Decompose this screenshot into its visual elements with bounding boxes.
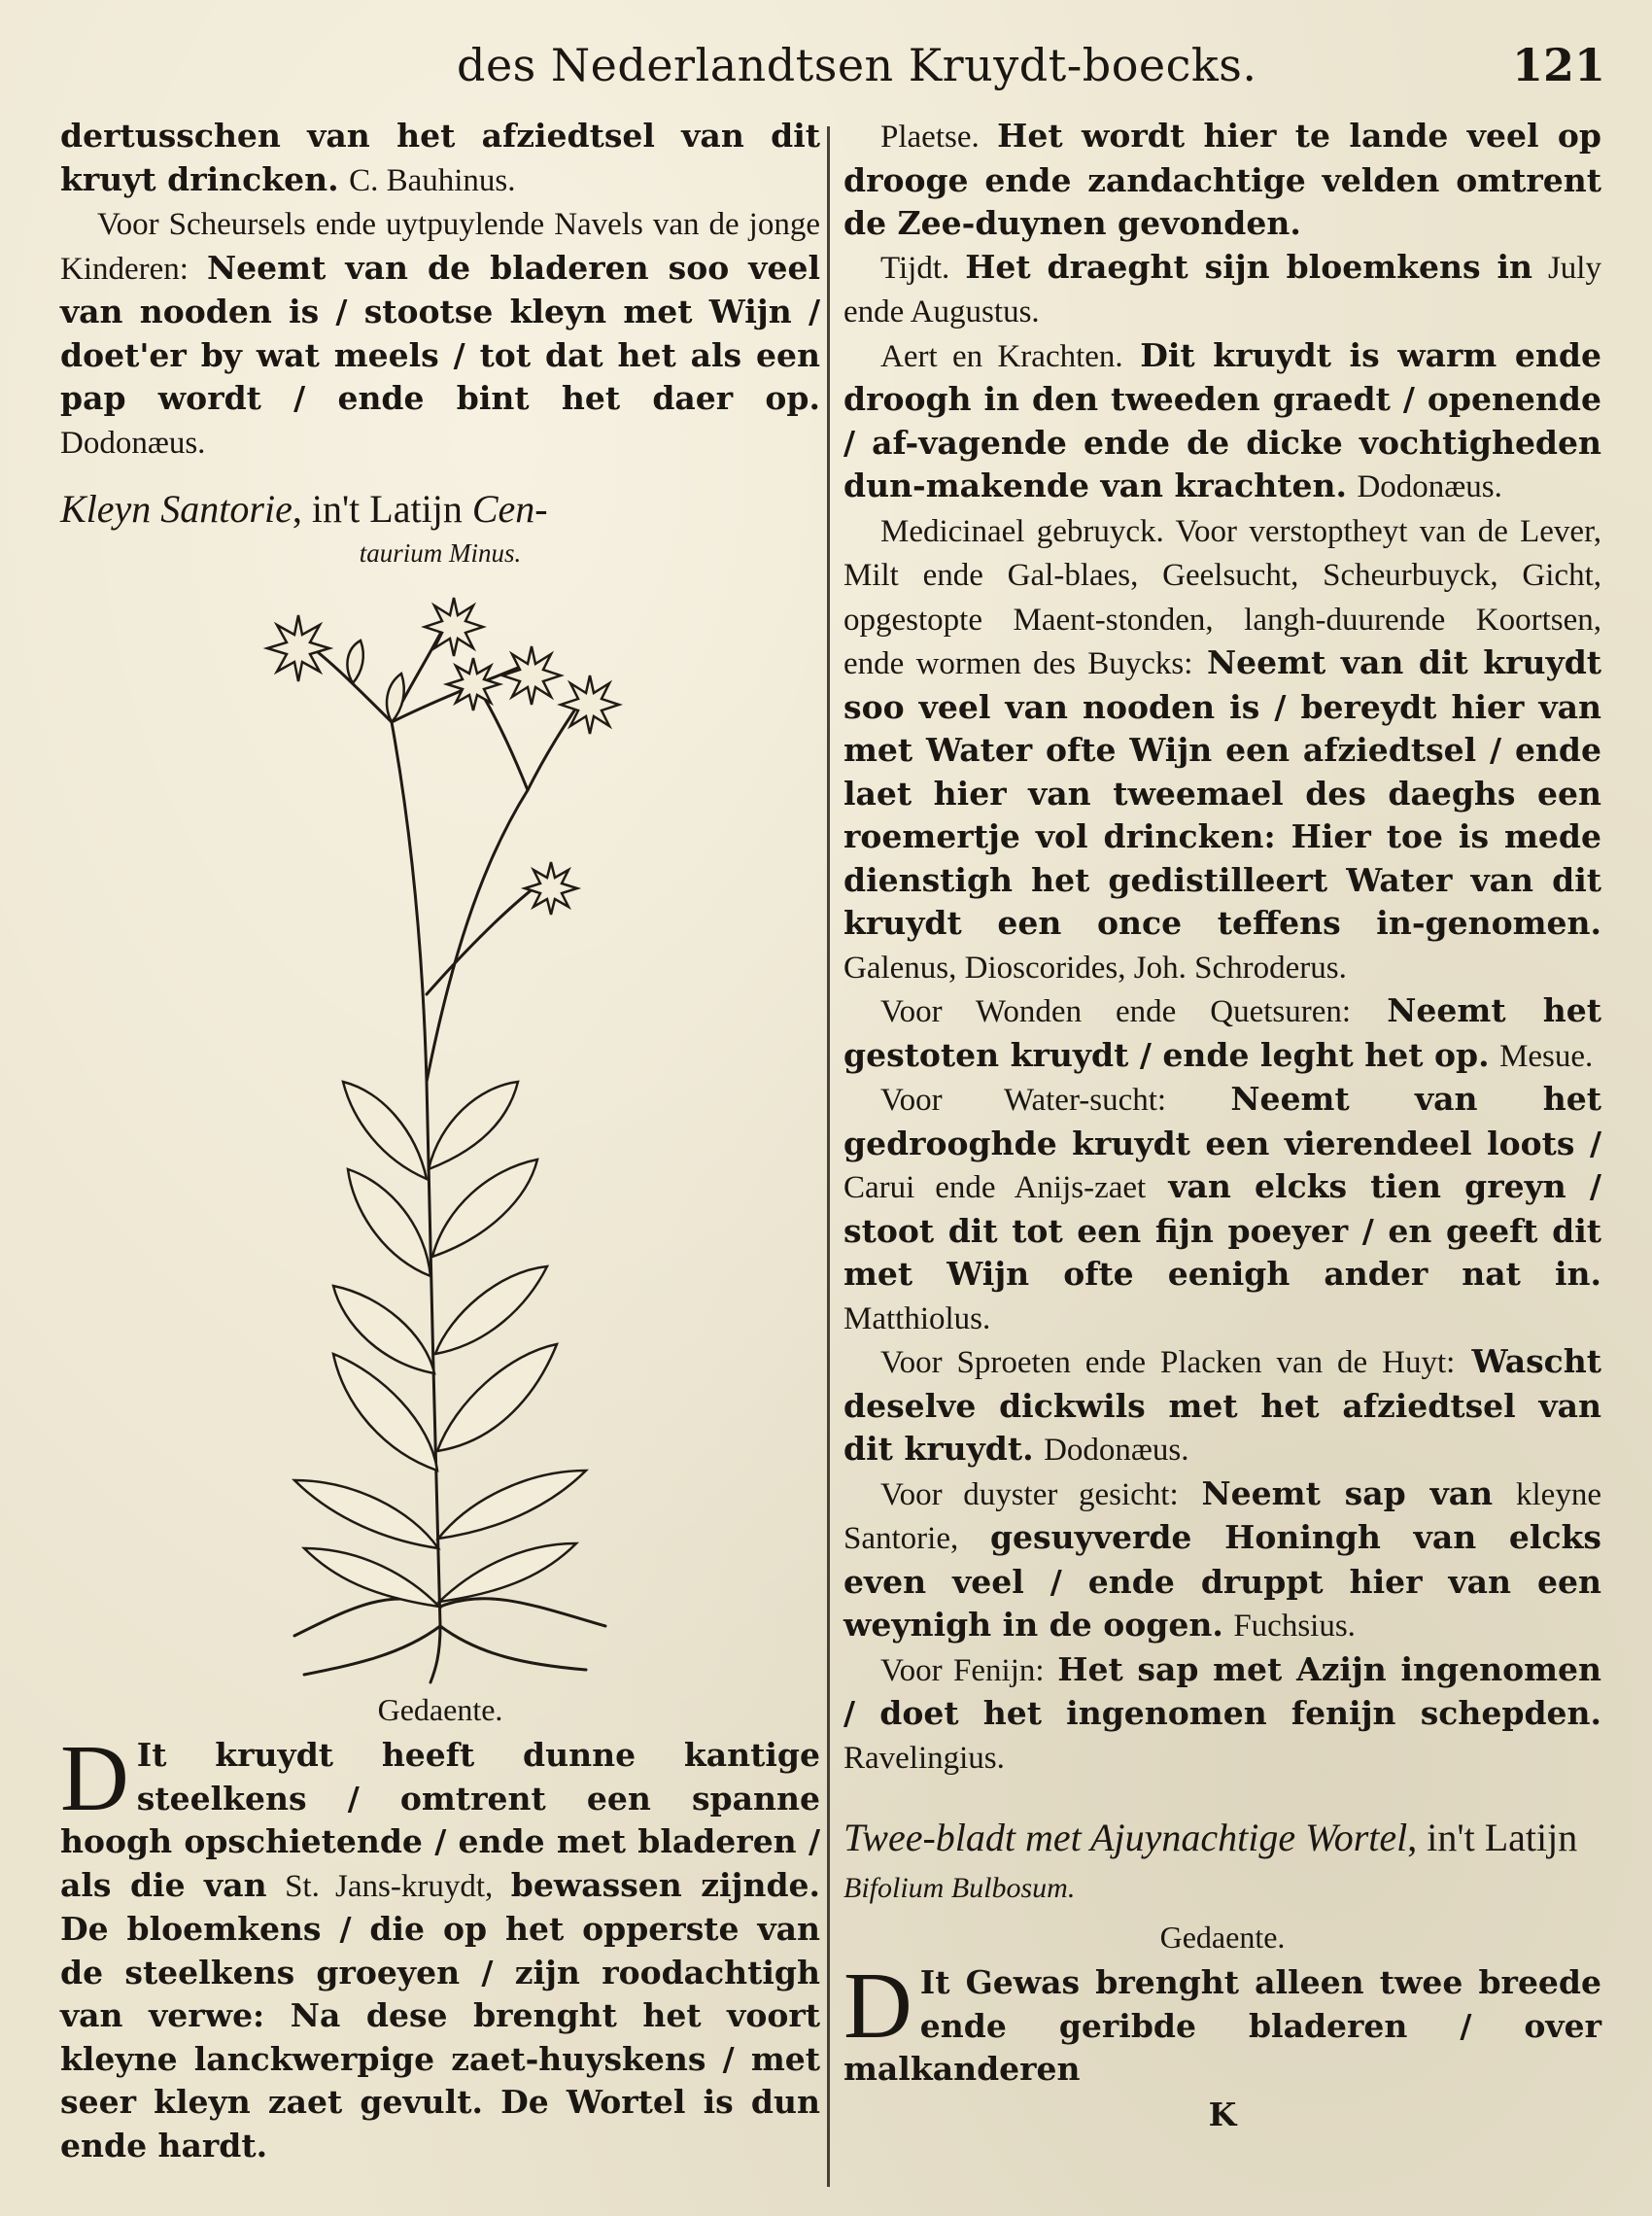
paragraph-description-santorie: D It kruydt heeft dunne kantige steelkens / omtrent een spanne hoogh opschietende / ende met bladeren / als die van St. Jans-kruydt, bewassen zijnde. De bloemkens / die op het opperste van de steelkens groeyen / zijn roodachtigh van verwe: Na dese brenght het voort kleyne lanckwerpige zaet-huyskens / met seer kleyn zaet gevult. De Wortel is dun ende hardt. <box>60 1726 821 2164</box>
paragraph-water-sucht: Voor Water-sucht: Neemt van het gedrooghde kruydt een vierendeel loots / Carui ende Anijs-zaet van elcks tien greyn / stoot dit tot een fijn poeyer / en geeft dit met Wijn ofte eenigh ander nat in. Matthiolus. <box>843 1080 1601 1336</box>
paragraph-aert-en-krachten: Aert en Krachten. Dit kruydt is warm ende droogh in den tweeden graedt / openende / af-vagende ende de dicke vochtigheden dun-makende van krachten. Dodonæus. <box>843 335 1601 504</box>
paragraph-fenijn: Voor Fenijn: Het sap met Azijn ingenomen / doet het ingenomen fenijn schepden. Ravelingius. <box>843 1649 1602 1776</box>
drop-cap: D <box>60 1726 129 1831</box>
plant-heading-kleyn-santorie: Kleyn Santorie, in't Latijn Cen- <box>60 487 548 531</box>
centaury-woodcut-illustration <box>236 576 644 1684</box>
section-label-gedaente: Gedaente. <box>377 1692 503 1727</box>
paragraph-description-twee-bladt: D It Gewas brenght alleen twee breede ende geribde bladeren / over malkanderen <box>843 1954 1601 2088</box>
paragraph-plaetse: Plaetse. Het wordt hier te lande veel op drooge ende zandachtige velden omtrent de Zee-duynen gevonden. <box>843 117 1601 242</box>
paragraph-scheursels: Voor Scheursels ende uytpuylende Navels van de jonge Kinderen: Neemt van de bladeren soo veel van nooden is / stootse kleyn met Wijn / doet'er by wat meels / tot dat het als een pap wordt / ende bint het daer op. Dodonæus. <box>60 207 820 461</box>
section-label-gedaente-2: Gedaente. <box>1159 1920 1286 1955</box>
paragraph-wonden: Voor Wonden ende Quetsuren: Neemt het gestoten kruydt / ende leght het op. Mesue. <box>843 991 1601 1074</box>
signature-mark: K <box>1208 2095 1237 2133</box>
plant-heading-twee-bladt: Twee-bladt met Ajuynachtige Wortel, in't Latijn Bifolium Bulbosum. <box>843 1816 1578 1904</box>
page-number: 121 <box>1511 39 1605 91</box>
running-head: des Nederlandtsen Kruydt-boecks. <box>457 39 1257 91</box>
left-column <box>60 115 820 2167</box>
column-divider <box>827 126 830 2187</box>
drop-cap-2: D <box>843 1954 912 2059</box>
plant-latin-name: taurium Minus. <box>359 538 522 568</box>
paragraph-bauhinus: dertusschen van het afziedtsel van dit kruyt drincken. C. Bauhinus. <box>60 117 820 198</box>
paragraph-tijdt: Tijdt. Het draeght sijn bloemkens in July ende Augustus. <box>843 247 1601 329</box>
paragraph-sproeten: Voor Sproeten ende Placken van de Huyt: Wascht deselve dickwils met het afziedtsel van dit kruydt. Dodonæus. <box>843 1342 1601 1468</box>
paragraph-duyster-gesicht: Voor duyster gesicht: Neemt sap van kleyne Santorie, gesuyverde Honingh van elcks even veel / ende druppt hier van een weynigh in de oogen. Fuchsius. <box>843 1473 1601 1644</box>
right-column <box>843 115 1601 2133</box>
paragraph-medicinael-gebruyck: Medicinael gebruyck. Voor verstoptheyt van de Lever, Milt ende Gal-blaes, Geelsucht, Scheurbuyck, Gicht, opgestopte Maent-stonden, langh-duurende Koortsen, ende wormen des Buycks: Neemt van dit kruydt soo veel van nooden is / bereydt hier van met Water ofte Wijn een afziedtsel / ende laet hier van tweemael des daeghs een roemertje vol drincken: Hier toe is mede dienstigh het gedistilleert Water van dit kruydt een once teffens in-genomen. Galenus, Dioscorides, Joh. Schroderus. <box>843 513 1602 986</box>
